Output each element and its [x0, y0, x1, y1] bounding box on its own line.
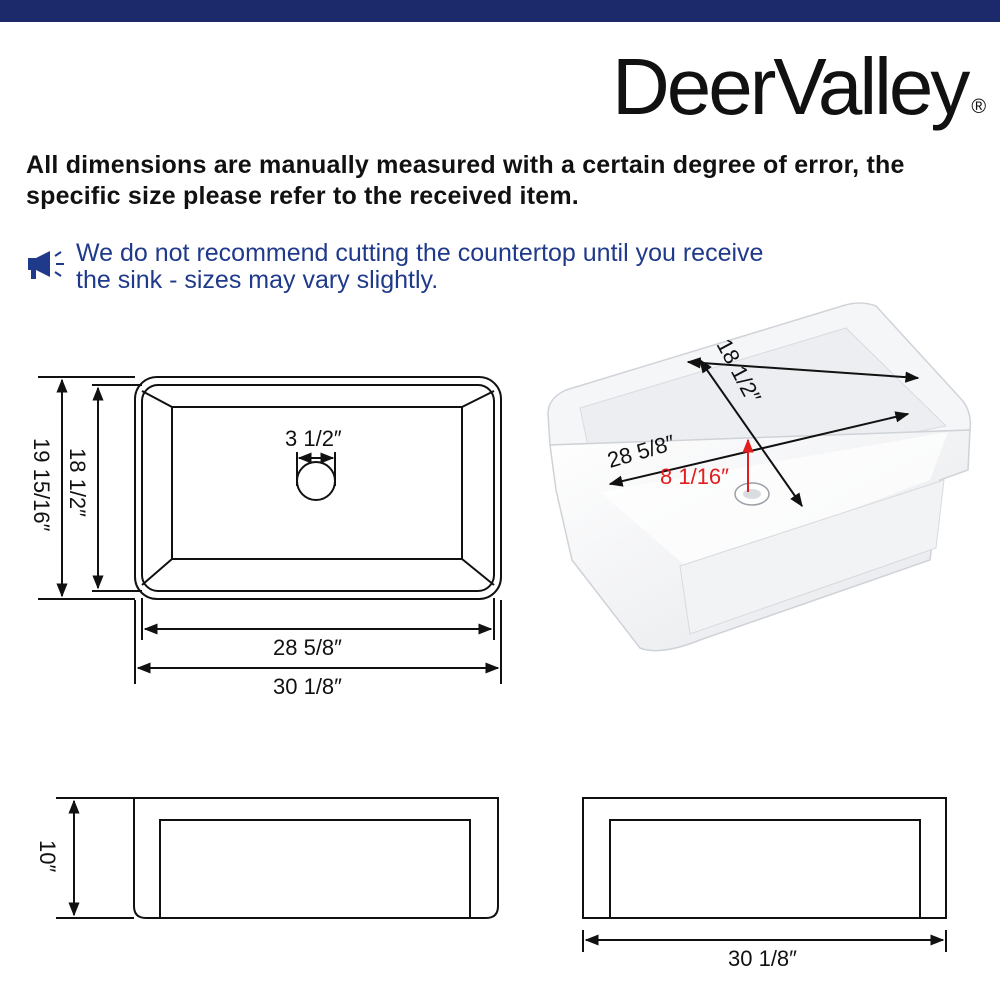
- sink-3d-render: [548, 303, 970, 651]
- drain-offset-label: 8 1/16″: [660, 464, 729, 489]
- notice-line-1: We do not recommend cutting the countertop until you receive: [76, 239, 764, 267]
- height-label: 10″: [35, 840, 60, 873]
- front-width-label: 30 1/8″: [728, 946, 797, 971]
- photo-width-label: 28 5/8″: [604, 429, 678, 473]
- side-view-outline: [134, 798, 498, 918]
- outer-depth-label: 19 15/16″: [29, 438, 54, 532]
- inner-depth-label: 18 1/2″: [65, 448, 90, 517]
- front-view-drawing: [583, 798, 946, 952]
- top-view-drawing: [38, 377, 501, 684]
- drain-diameter-label: 3 1/2″: [285, 426, 342, 451]
- side-view-apron: [160, 820, 470, 918]
- top-view-drain: [297, 462, 335, 500]
- disclaimer-line-1: All dimensions are manually measured with a certain degree of error, the: [26, 151, 905, 179]
- brand-name: DeerValley: [612, 42, 968, 131]
- front-view-apron: [610, 820, 920, 918]
- inner-width-label: 28 5/8″: [273, 635, 342, 660]
- disclaimer-line-2: specific size please refer to the received item.: [26, 182, 579, 210]
- outer-width-label: 30 1/8″: [273, 674, 342, 699]
- notice-line-2: the sink - sizes may vary slightly.: [76, 266, 439, 294]
- registered-mark: ®: [971, 96, 987, 118]
- front-view-outline: [583, 798, 946, 918]
- photo-depth-label: 18 1/2″: [711, 334, 767, 408]
- side-view-drawing: [56, 798, 498, 918]
